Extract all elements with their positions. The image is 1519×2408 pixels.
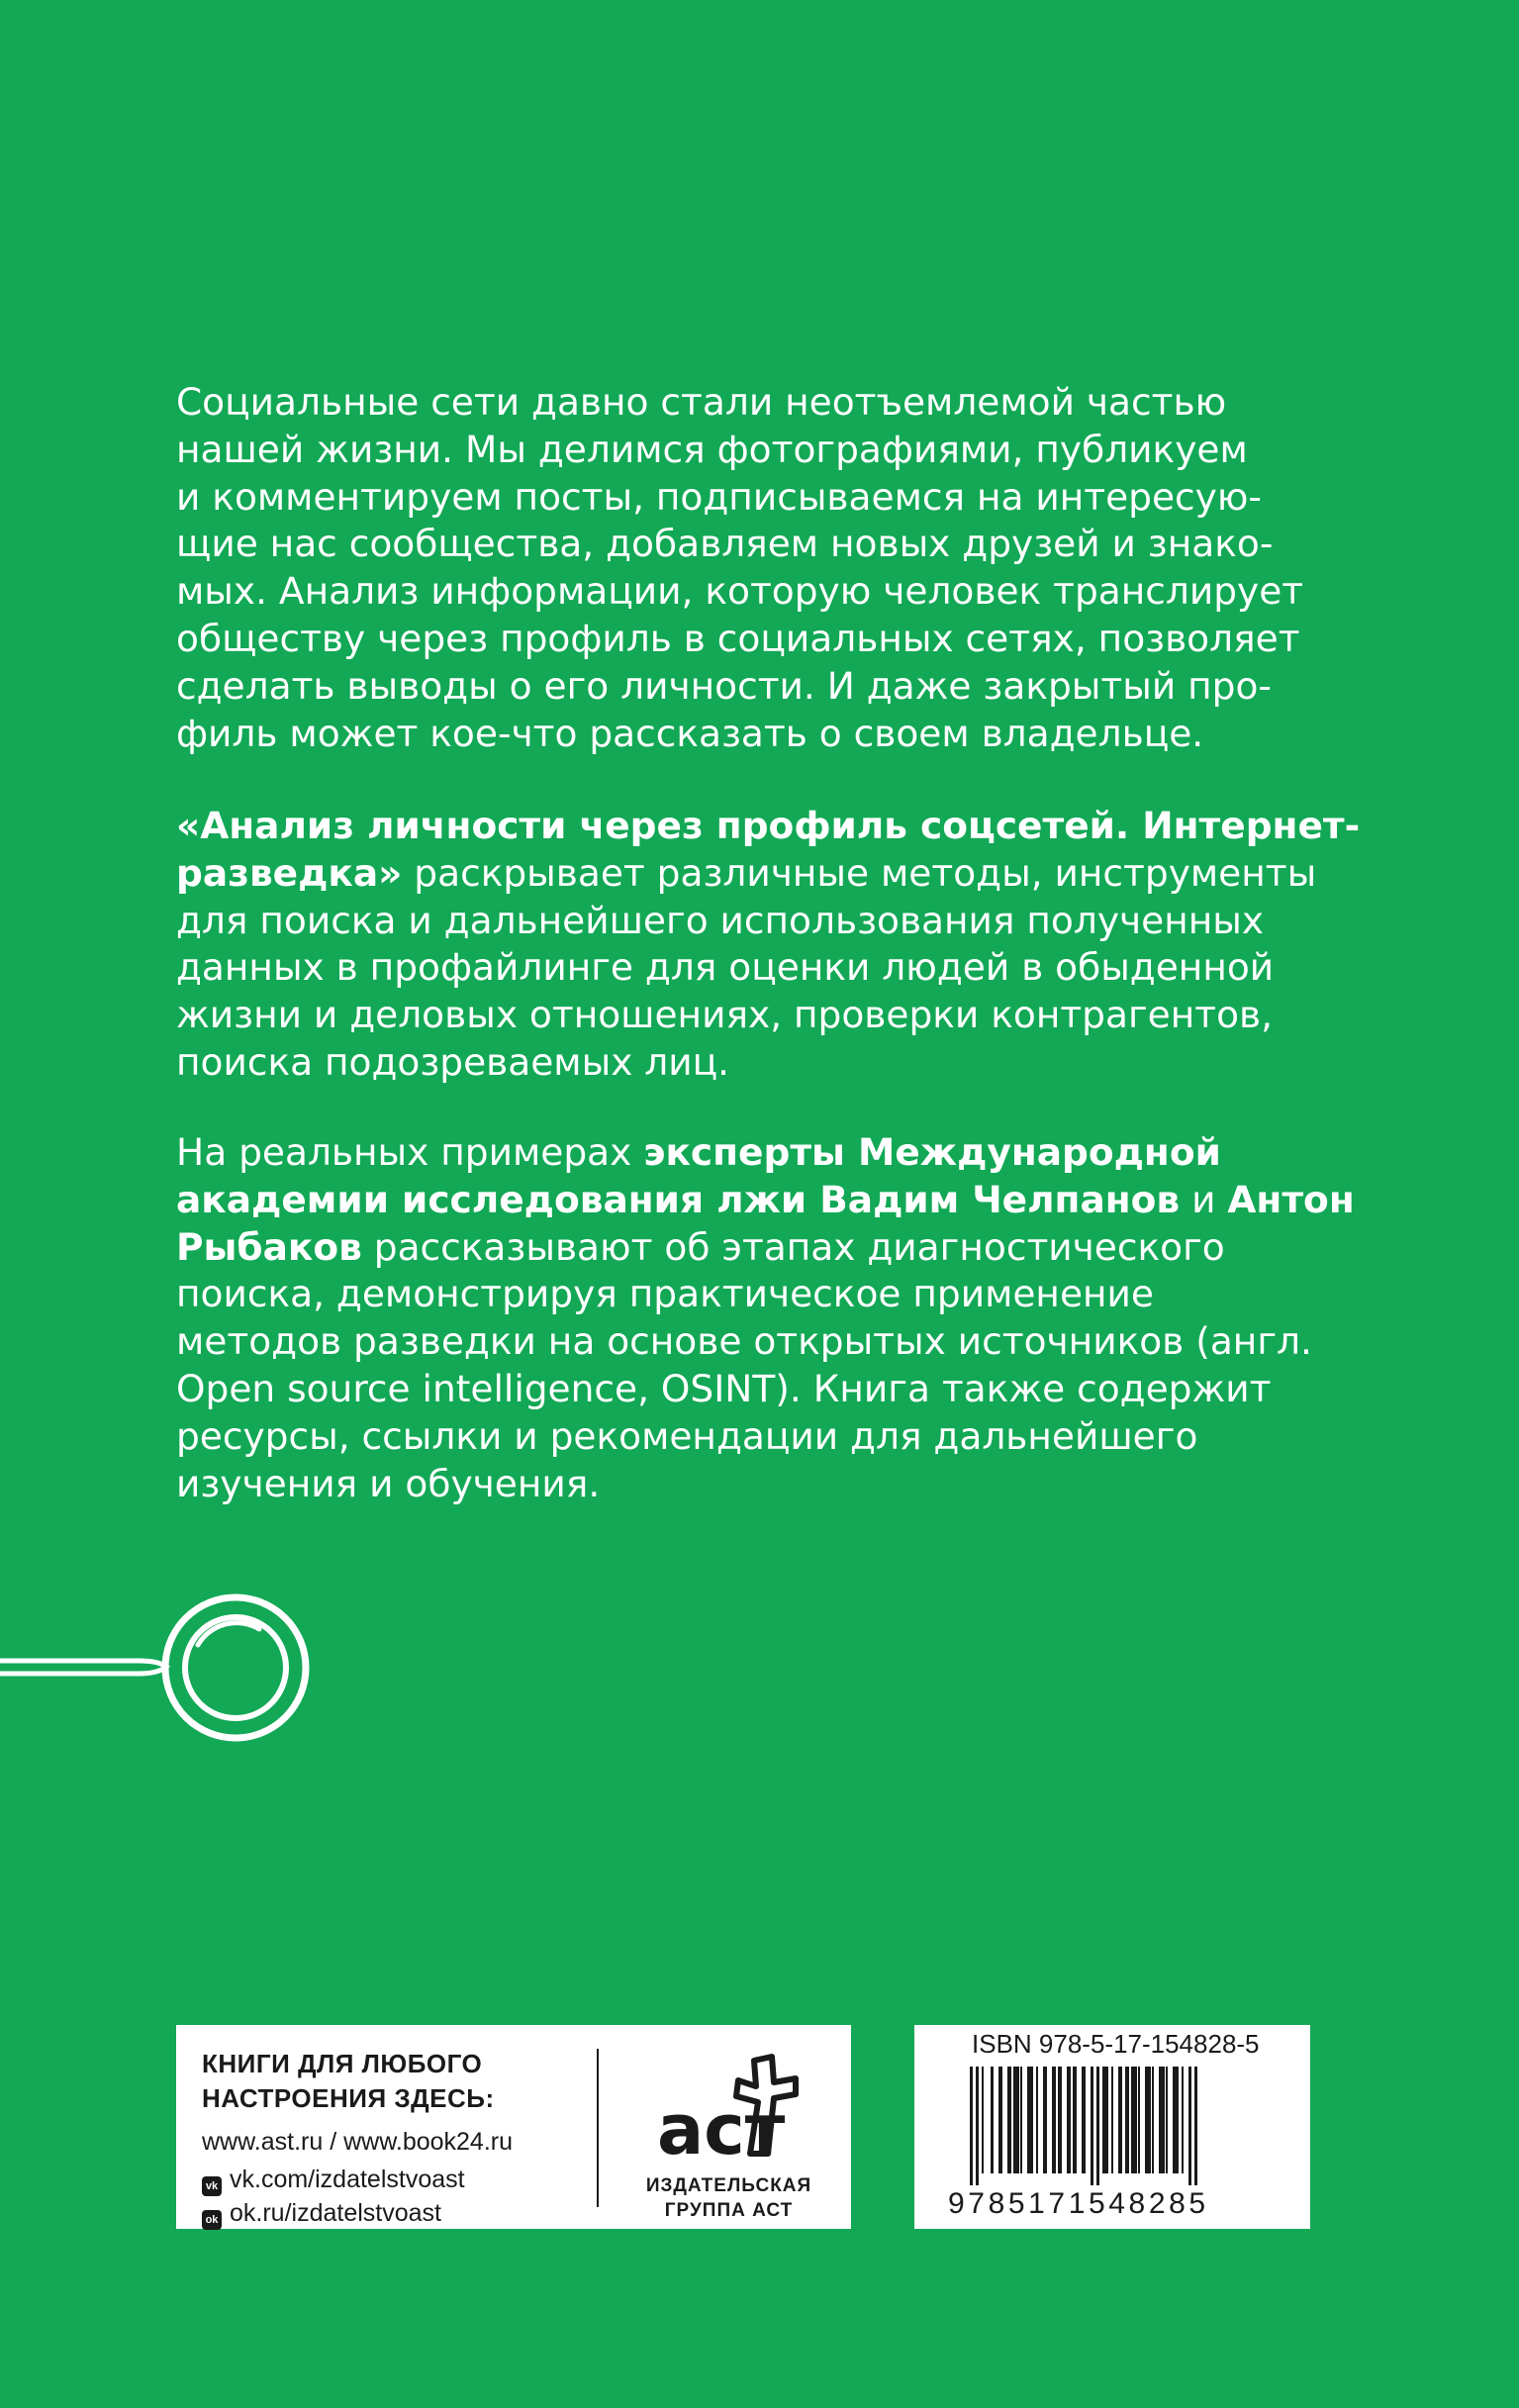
barcode-bar — [1102, 2067, 1108, 2173]
isbn-label: ISBN 978-5-17-154828-5 — [972, 2029, 1260, 2059]
promo-title — [202, 2047, 495, 2116]
barcode-bar — [970, 2067, 973, 2185]
ast-logo — [651, 2043, 809, 2171]
ok-link[interactable] — [202, 2199, 441, 2230]
barcode-bar — [1166, 2067, 1168, 2173]
promo-title-line2: НАСТРОЕНИЯ ЗДЕСЬ: — [202, 2083, 495, 2113]
barcode-bar — [1007, 2067, 1011, 2173]
isbn-digits: 9785171548285 — [948, 2187, 1209, 2220]
author-chelpanov: эксперты Международной академии исследования лжи Вадим Челпанов — [176, 1130, 1221, 1221]
vk-link-text: vk.com/izdatelstvoast — [230, 2166, 465, 2193]
barcode-bar — [1073, 2067, 1077, 2173]
barcode-bar — [1173, 2067, 1179, 2173]
author-rybakov: Антон Рыбаков — [176, 1177, 1355, 1269]
barcode-bar — [1111, 2067, 1113, 2173]
barcode-bar — [1013, 2067, 1019, 2173]
barcode-bar — [1043, 2067, 1047, 2173]
ok-icon: ok — [202, 2210, 222, 2230]
barcode-bar — [1125, 2067, 1129, 2173]
barcode-bar — [1036, 2067, 1038, 2173]
paragraph-authors — [176, 1129, 1383, 1507]
barcode-bar — [1159, 2067, 1165, 2173]
paragraph-intro: Социальные сети давно стали неотъемлемой частью нашей жизни. Мы делимся фотографиями, публикуем и комментируем посты, подписываемся на интересую- щие нас сообщества, добавляем новых друзей и знако- мых. Анализ информации, которую человек транслирует обществу через профиль в социальных сетях, позволяет сделать выводы о его личности. И даже закрытый про- филь может кое-что рассказать о своем владельце. — [176, 380, 1304, 755]
barcode-bar — [1096, 2067, 1099, 2185]
barcode-bar — [1138, 2067, 1140, 2173]
barcode-bar — [1131, 2067, 1137, 2173]
barcode-bar — [1182, 2067, 1184, 2173]
barcode — [968, 2067, 1265, 2185]
barcode-bar — [1091, 2067, 1093, 2185]
barcode-bar — [1194, 2067, 1197, 2185]
barcode-bar — [1052, 2067, 1056, 2173]
barcode-bar — [998, 2067, 1002, 2173]
barcode-bar — [1152, 2067, 1154, 2173]
vk-link[interactable] — [202, 2166, 465, 2196]
publisher-promo-box — [176, 2025, 851, 2229]
barcode-bar — [1020, 2067, 1022, 2173]
divider — [597, 2049, 599, 2207]
barcode-bar — [1118, 2067, 1122, 2173]
magnifying-glass-icon — [0, 1574, 317, 1762]
paragraph-book-description — [176, 803, 1383, 1087]
barcode-bar — [1082, 2067, 1086, 2173]
ast-logo-text: аст — [657, 2089, 786, 2170]
barcode-bar — [1027, 2067, 1033, 2173]
publisher-caption: ИЗДАТЕЛЬСКАЯ ГРУППА АСТ — [645, 2175, 812, 2221]
barcode-bar — [1058, 2067, 1062, 2173]
isbn-box — [914, 2025, 1310, 2229]
barcode-bar — [982, 2067, 984, 2173]
barcode-bar — [976, 2067, 979, 2185]
barcode-bar — [991, 2067, 994, 2173]
authors-intro-text: На реальных примерах — [176, 1130, 644, 1174]
ok-link-text: ok.ru/izdatelstvoast — [230, 2199, 441, 2227]
websites-link[interactable]: www.ast.ru / www.book24.ru — [202, 2128, 514, 2156]
barcode-bar — [1067, 2067, 1071, 2173]
barcode-bar — [1145, 2067, 1151, 2173]
authors-rest-text: рассказывают об этапах диагностического поиска, демонстрируя практическое применение методов разведки на основе открытых источников (англ. Open source intelligence, OSINT). Книга также содержит ресурсы, ссылки и рекомендации для дальнейшего изучения и обучения. — [176, 1224, 1312, 1505]
description-text: раскрывает различные методы, инструменты для поиска и дальнейшего использования полученных данных в профайлинге для оценки людей в обыденной жизни и деловых отношениях, проверки контрагентов, поиска подозреваемых лиц. — [176, 850, 1317, 1084]
barcode-bar — [1188, 2067, 1191, 2185]
book-title: «Анализ личности через профиль соцсетей. Интернет- разведка» — [176, 804, 1361, 895]
vk-icon: vk — [202, 2176, 222, 2196]
promo-title-line1: КНИГИ ДЛЯ ЛЮБОГО — [202, 2049, 483, 2078]
and-text: и — [1180, 1177, 1228, 1221]
